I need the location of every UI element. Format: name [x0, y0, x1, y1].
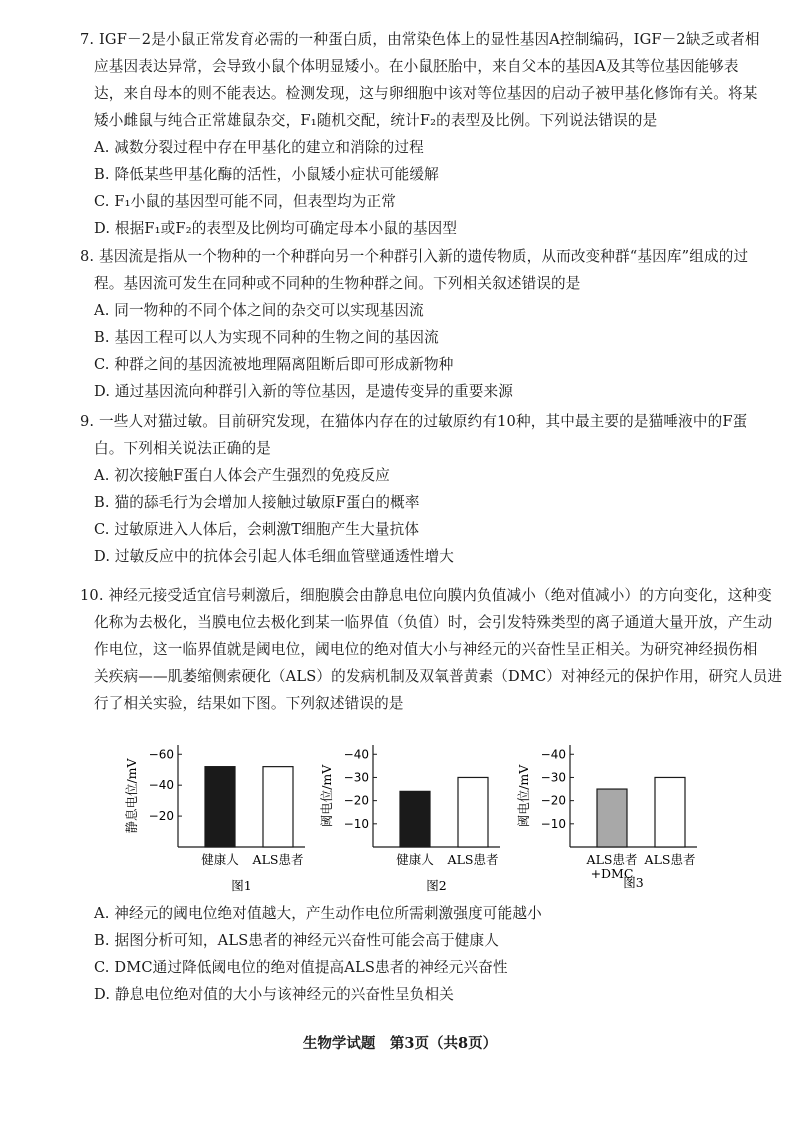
question-8-stem-line: 程。基因流可发生在同种或不同种的生物种群之间。下列相关叙述错误的是: [94, 275, 581, 292]
figure-caption: 图2: [426, 878, 447, 893]
question-10-option-d: D. 静息电位绝对值的大小与该神经元的兴奋性呈负相关: [94, 986, 455, 1003]
question-7-stem-line: 7. IGF－2是小鼠正常发育必需的一种蛋白质，由常染色体上的显性基因A控制编码，IGF－2缺乏或者相: [80, 31, 760, 48]
figure-caption: 图3: [623, 875, 644, 890]
question-10-stem-line: 化称为去极化，当膜电位去极化到某一临界值（负值）时，会引发特殊类型的离子通道大量开放，产生动: [94, 614, 773, 631]
y-tick-label: −30: [343, 770, 369, 785]
question-7-stem-line: 达，来自母本的则不能表达。检测发现，这与卵细胞中该对等位基因的启动子被甲基化修饰有关。将某: [94, 85, 758, 102]
x-category-label: ALS患者: [447, 852, 499, 867]
bar-1: [597, 789, 627, 847]
figure-caption: 图1: [231, 878, 252, 893]
bar-2: [263, 767, 293, 847]
x-category-label: ALS患者: [252, 852, 304, 867]
y-tick-label: −20: [148, 809, 174, 824]
question-7-stem-line: 矮小雌鼠与纯合正常雄鼠杂交，F₁随机交配，统计F₂的表型及比例。下列说法错误的是: [94, 112, 658, 129]
question-10-option-c: C. DMC通过降低阈电位的绝对值提高ALS患者的神经元兴奋性: [94, 959, 508, 976]
question-7-option-a: A. 减数分裂过程中存在甲基化的建立和消除的过程: [94, 139, 424, 156]
question-7-option-b: B. 降低某些甲基化酶的活性，小鼠矮小症状可能缓解: [94, 166, 439, 183]
y-tick-label: −40: [148, 778, 174, 793]
question-10-stem-line: 10. 神经元接受适宜信号刺激后，细胞膜会由静息电位向膜内负值减小（绝对值减小）的方向变化，这种变: [80, 587, 772, 604]
y-tick-label: −10: [343, 816, 369, 831]
question-8-option-a: A. 同一物种的不同个体之间的杂交可以实现基因流: [94, 302, 424, 319]
bar-2: [655, 777, 685, 847]
x-category-label: 健康人: [201, 852, 239, 867]
y-tick-label: −40: [343, 747, 369, 762]
chart-fig1: [120, 735, 320, 899]
y-tick-label: −30: [540, 770, 566, 785]
question-9-option-d: D. 过敏反应中的抗体会引起人体毛细血管壁通透性增大: [94, 548, 455, 565]
question-8-option-c: C. 种群之间的基因流被地理隔离阻断后即可形成新物种: [94, 356, 454, 373]
question-10-stem-line: 行了相关实验，结果如下图。下列叙述错误的是: [94, 695, 404, 712]
y-tick-label: −20: [343, 793, 369, 808]
question-7-option-d: D. 根据F₁或F₂的表型及比例均可确定母本小鼠的基因型: [94, 220, 458, 237]
question-10-option-b: B. 据图分析可知，ALS患者的神经元兴奋性可能会高于健康人: [94, 932, 499, 949]
chart-fig2: [315, 735, 515, 899]
y-axis-label: 静息电位/mV: [124, 758, 139, 834]
question-9-option-c: C. 过敏原进入人体后，会刺激T细胞产生大量抗体: [94, 521, 420, 538]
bar-1: [205, 767, 235, 847]
question-10-option-a: A. 神经元的阈电位绝对值越大，产生动作电位所需刺激强度可能越小: [94, 905, 542, 922]
y-axis-label: 阈电位/mV: [516, 764, 531, 828]
y-tick-label: −60: [148, 747, 174, 762]
chart-fig3: [512, 735, 712, 899]
y-axis-label: 阈电位/mV: [319, 764, 334, 828]
question-10-stem-line: 作电位，这一临界值就是阈电位，阈电位的绝对值大小与神经元的兴奋性呈正相关。为研究神经损伤相: [94, 641, 758, 658]
question-8-option-b: B. 基因工程可以人为实现不同种的生物之间的基因流: [94, 329, 439, 346]
question-9-option-b: B. 猫的舔毛行为会增加人接触过敏原F蛋白的概率: [94, 494, 420, 511]
x-category-label: +DMC: [590, 866, 634, 881]
chart-fig3-svg: [512, 735, 712, 895]
question-8-option-d: D. 通过基因流向种群引入新的等位基因，是遗传变异的重要来源: [94, 383, 513, 400]
question-10-stem-line: 关疾病——肌萎缩侧索硬化（ALS）的发病机制及双氧普黄素（DMC）对神经元的保护作用，研究人员进: [94, 668, 783, 685]
y-tick-label: −10: [540, 816, 566, 831]
chart-fig1-svg: [120, 735, 320, 895]
question-8-stem-line: 8. 基因流是指从一个物种的一个种群向另一个种群引入新的遗传物质，从而改变种群“基因库”组成的过: [80, 248, 749, 265]
bar-2: [458, 777, 488, 847]
page-footer: 生物学试题 第3页（共8页）: [302, 1035, 498, 1052]
question-7-stem-line: 应基因表达异常，会导致小鼠个体明显矮小。在小鼠胚胎中，来自父本的基因A及其等位基因能够表: [94, 58, 739, 75]
chart-fig2-svg: [315, 735, 515, 895]
question-9-stem-line: 9. 一些人对猫过敏。目前研究发现，在猫体内存在的过敏原约有10种，其中最主要的是猫唾液中的F蛋: [80, 413, 748, 430]
figure-row: [120, 735, 720, 895]
x-category-label: ALS患者: [644, 852, 696, 867]
y-tick-label: −40: [540, 747, 566, 762]
bar-1: [400, 791, 430, 847]
x-category-label: 健康人: [396, 852, 434, 867]
y-tick-label: −20: [540, 793, 566, 808]
question-9-stem-line: 白。下列相关说法正确的是: [94, 440, 271, 457]
question-7-option-c: C. F₁小鼠的基因型可能不同，但表型均为正常: [94, 193, 397, 210]
question-9-option-a: A. 初次接触F蛋白人体会产生强烈的免疫反应: [94, 467, 390, 484]
x-category-label: ALS患者: [586, 852, 638, 867]
